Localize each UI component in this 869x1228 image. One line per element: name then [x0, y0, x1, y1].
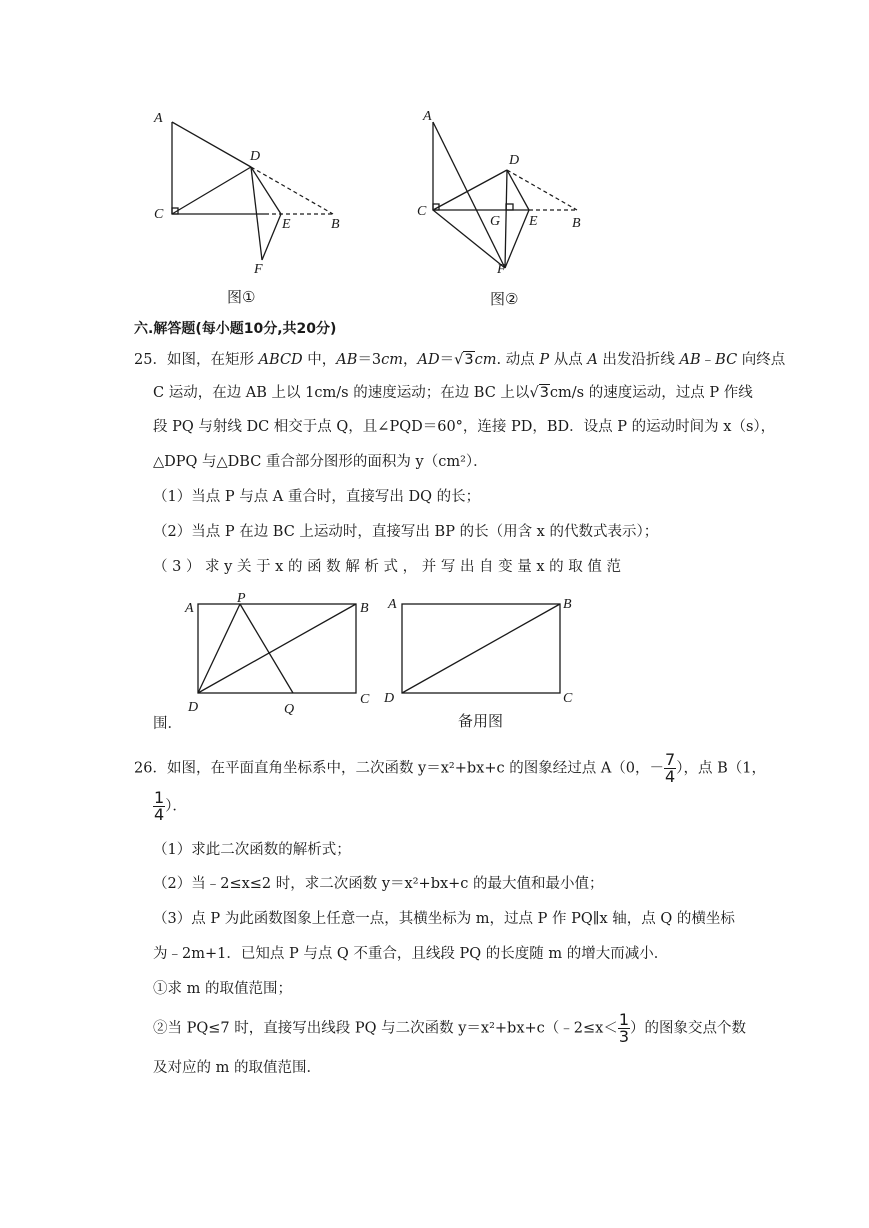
sqrt-3b: √3 — [529, 385, 549, 401]
fraction-7-4: $\frac{7}{4}$ — [665, 750, 676, 786]
figure-2 — [405, 100, 605, 310]
label-G: G — [490, 214, 501, 229]
label-Q: Q — [284, 702, 295, 717]
label-D: D — [384, 691, 395, 706]
q25-line3: 段 PQ 与射线 DC 相交于点 Q，且∠PQD＝60°，连接 PD，BD．设点 P 的运动时间为 x（s）， — [153, 419, 776, 435]
q25-line1: 25．如图，在矩形 ABCD 中，AB＝3cm，AD＝√3cm. 动点 P 从点 A 出发沿折线 AB﹣BC 向终点 — [134, 352, 786, 368]
label-E: E — [282, 217, 291, 232]
figure-rect-main — [180, 590, 380, 720]
q26-part3-line2: 为﹣2m+1．已知点 P 与点 Q 不重合，且线段 PQ 的长度随 m 的增大而减小． — [153, 946, 669, 962]
figure-1-caption: 图① — [227, 288, 256, 306]
label-E: E — [529, 214, 538, 229]
q25-part2: （2）当点 P 在边 BC 上运动时，直接写出 BP 的长（用含 x 的代数式表示）； — [153, 524, 659, 540]
label-B: B — [572, 216, 581, 231]
label-B: B — [563, 597, 572, 612]
figure-2-caption: 图② — [490, 290, 519, 308]
label-D: D — [250, 149, 261, 164]
label-A: A — [388, 597, 397, 612]
q25-line2: C 运动，在边 AB 上以 1cm/s 的速度运动；在边 BC 上以√3cm/s 的速度运动，过点 P 作线 — [153, 385, 753, 401]
q26-line2: $\frac{1}{4}$ ）． — [154, 788, 187, 824]
q25-part3-end: 围． — [153, 716, 182, 732]
label-C: C — [154, 207, 164, 222]
label-P: P — [237, 591, 246, 606]
q26-line1: 26．如图，在平面直角坐标系中，二次函数 y＝x²+bx+c 的图象经过点 A（0，－ $\frac{7}{4}$ ），点 B（1， — [134, 750, 766, 786]
label-D: D — [188, 700, 199, 715]
q26-part3: （3）点 P 为此函数图象上任意一点，其横坐标为 m，过点 P 作 PQ∥x 轴，点 Q 的横坐标 — [153, 911, 735, 927]
label-C: C — [563, 691, 573, 706]
q26-part2: （2）当﹣2≤x≤2 时，求二次函数 y＝x²+bx+c 的最大值和最小值； — [153, 876, 604, 892]
q26-sub1: ①求 m 的取值范围； — [153, 981, 292, 997]
label-D: D — [509, 153, 520, 168]
section-title: 六.解答题(每小题10分,共20分) — [134, 321, 337, 337]
sqrt-3: √3 — [454, 352, 474, 368]
q25-part1: （1）当点 P 与点 A 重合时，直接写出 DQ 的长； — [153, 489, 481, 505]
label-A: A — [423, 109, 432, 124]
label-F: F — [254, 262, 263, 277]
spare-figure-caption: 备用图 — [458, 712, 504, 730]
figure-1 — [140, 100, 370, 310]
q26-sub2: ②当 PQ≤7 时，直接写出线段 PQ 与二次函数 y＝x²+bx+c（﹣2≤x＜ $\frac{1}{3}$ ）的图象交点个数 — [153, 1010, 747, 1046]
label-A: A — [185, 601, 194, 616]
q26-part1: （1）求此二次函数的解析式； — [153, 842, 351, 858]
label-C: C — [360, 692, 370, 707]
q25-part3: （ 3 ） 求 y 关 于 x 的 函 数 解 析 式 ， 并 写 出 自 变 量 x 的 取 值 范 — [153, 559, 621, 575]
fraction-1-4: $\frac{1}{4}$ — [154, 788, 165, 824]
fraction-1-3: $\frac{1}{3}$ — [618, 1010, 630, 1046]
q25-line4: △DPQ 与△DBC 重合部分图形的面积为 y（cm²）． — [153, 454, 488, 470]
label-B: B — [331, 217, 340, 232]
figure-rect-spare — [382, 590, 582, 720]
q26-sub2-line2: 及对应的 m 的取值范围． — [153, 1060, 321, 1076]
label-F: F — [497, 262, 506, 277]
label-C: C — [417, 204, 427, 219]
label-B: B — [360, 601, 369, 616]
label-A: A — [154, 111, 163, 126]
